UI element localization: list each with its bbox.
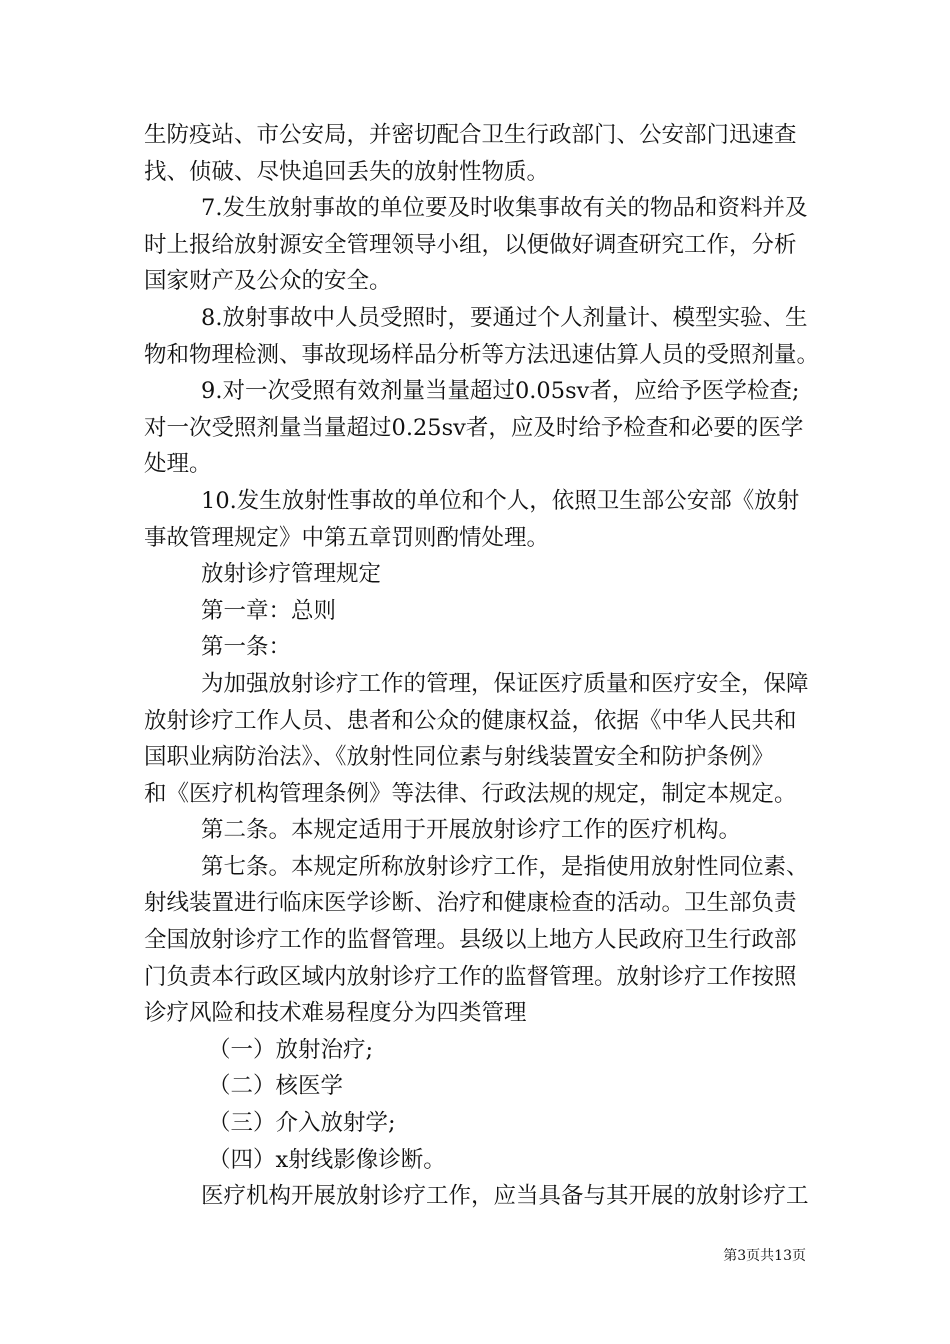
text-line: 找、侦破、尽快追回丢失的放射性物质。 bbox=[144, 158, 550, 185]
text-line: 诊疗风险和技术难易程度分为四类管理 bbox=[144, 1000, 527, 1027]
text-line: 第七条。本规定所称放射诊疗工作，是指使用放射性同位素、 bbox=[201, 853, 809, 880]
document-body bbox=[144, 117, 820, 1215]
text-line: 7.发生放射事故的单位要及时收集事故有关的物品和资料并及 bbox=[201, 195, 808, 222]
text-line: 门负责本行政区域内放射诊疗工作的监督管理。放射诊疗工作按照 bbox=[144, 963, 797, 990]
text-line: 国家财产及公众的安全。 bbox=[144, 268, 392, 295]
text-line: 物和物理检测、事故现场样品分析等方法迅速估算人员的受照剂量。 bbox=[144, 341, 820, 368]
text-line: 医疗机构开展放射诊疗工作，应当具备与其开展的放射诊疗工 bbox=[201, 1183, 809, 1210]
list-item: （四）x射线影像诊断。 bbox=[208, 1146, 446, 1173]
text-line: 国职业病防治法》、《放射性同位素与射线装置安全和防护条例》 bbox=[144, 744, 775, 771]
text-line: 和《医疗机构管理条例》等法律、行政法规的规定，制定本规定。 bbox=[144, 780, 797, 807]
text-line: 8.放射事故中人员受照时，要通过个人剂量计、模型实验、生 bbox=[201, 304, 808, 331]
text-line: 全国放射诊疗工作的监督管理。县级以上地方人民政府卫生行政部 bbox=[144, 927, 797, 954]
section-title: 放射诊疗管理规定 bbox=[201, 561, 382, 588]
text-line: 射线装置进行临床医学诊断、治疗和健康检查的活动。卫生部负责 bbox=[144, 890, 797, 917]
text-line: 对一次受照剂量当量超过0.25sv者，应及时给予检查和必要的医学 bbox=[144, 414, 804, 441]
text-line: 处理。 bbox=[144, 451, 212, 478]
text-line: 生防疫站、市公安局，并密切配合卫生行政部门、公安部门迅速查 bbox=[144, 122, 797, 148]
text-line: 放射诊疗工作人员、患者和公众的健康权益，依据《中华人民共和 bbox=[144, 707, 797, 734]
page-number-footer: 第3页共13页 bbox=[723, 1248, 806, 1264]
text-line: 事故管理规定》中第五章罚则酌情处理。 bbox=[144, 524, 550, 551]
list-item: （三）介入放射学; bbox=[208, 1110, 396, 1137]
text-line: 时上报给放射源安全管理领导小组，以便做好调查研究工作，分析 bbox=[144, 231, 797, 258]
text-line: 第二条。本规定适用于开展放射诊疗工作的医疗机构。 bbox=[201, 817, 742, 844]
chapter-heading: 第一章：总则 bbox=[201, 597, 337, 624]
article-heading: 第一条： bbox=[201, 634, 292, 661]
text-line: 为加强放射诊疗工作的管理，保证医疗质量和医疗安全，保障 bbox=[201, 670, 809, 697]
text-line: 10.发生放射性事故的单位和个人，依照卫生部公安部《放射 bbox=[201, 487, 800, 514]
list-item: （二）核医学 bbox=[208, 1073, 344, 1100]
text-line: 9.对一次受照有效剂量当量超过0.05sv者，应给予医学检查; bbox=[201, 378, 800, 405]
list-item: （一）放射治疗; bbox=[208, 1036, 374, 1063]
